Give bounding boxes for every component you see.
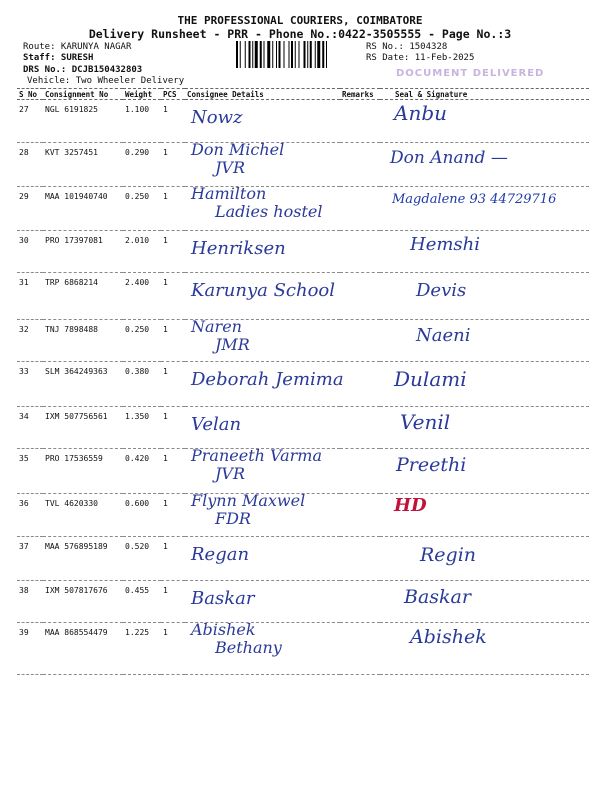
signature-handwritten: Anbu (394, 101, 448, 125)
cell-weight: 0.250 (123, 187, 161, 231)
col-consignment: Consignment No (43, 89, 123, 100)
cell-consignment-no: NGL 6191825 (43, 100, 123, 143)
route-label: Route: KARUNYA NAGAR (23, 42, 132, 52)
table-row (17, 449, 589, 494)
cell-consignee-details (185, 491, 340, 537)
cell-remarks (340, 320, 380, 362)
table-row (17, 623, 589, 675)
signature-handwritten: Abishek (410, 626, 487, 648)
cell-consignee-details (185, 231, 340, 273)
cell-pcs: 1 (161, 494, 185, 537)
cell-seal-signature (380, 231, 589, 273)
cell-weight: 1.100 (123, 100, 161, 143)
cell-sno: 28 (17, 143, 43, 187)
consignee-name-handwritten: Nowz (191, 107, 243, 128)
cell-consignee-details (185, 537, 340, 581)
consignee-name-handwritten: Don Michel (191, 140, 285, 159)
cell-sno: 33 (17, 362, 43, 407)
cell-remarks (340, 187, 380, 231)
table-row (17, 143, 589, 187)
cell-weight: 2.400 (123, 273, 161, 320)
consignee-name-handwritten: Karunya School (191, 280, 336, 301)
cell-pcs: 1 (161, 273, 185, 320)
cell-seal-signature (380, 623, 589, 675)
cell-sno: 36 (17, 494, 43, 537)
cell-sno: 39 (17, 623, 43, 675)
signature-handwritten: Don Anand — (390, 148, 508, 168)
cell-consignment-no: TVL 4620330 (43, 494, 123, 537)
signature-handwritten: Hemshi (410, 234, 481, 255)
cell-pcs: 1 (161, 187, 185, 231)
cell-consignment-no: TNJ 7898488 (43, 320, 123, 362)
cell-seal-signature (380, 187, 589, 231)
staff-label: Staff: SURESH (23, 53, 94, 63)
cell-consignment-no: IXM 507817676 (43, 581, 123, 623)
signature-handwritten: Magdalene 93 44729716 (392, 192, 557, 207)
consignee-name-handwritten: Baskar (191, 588, 255, 609)
table-row (17, 581, 589, 623)
cell-seal-signature (380, 581, 589, 623)
consignee-name-handwritten: Bethany (215, 638, 282, 657)
cell-sno: 35 (17, 449, 43, 494)
cell-pcs: 1 (161, 231, 185, 273)
consignee-name-handwritten: Praneeth Varma (191, 446, 322, 465)
cell-consignment-no: MAA 101940740 (43, 187, 123, 231)
col-signature: Seal & Signature (380, 89, 589, 100)
cell-sno: 27 (17, 100, 43, 143)
col-consignee: Consignee Details (185, 89, 340, 100)
consignee-name-handwritten: Abishek (191, 620, 256, 639)
cell-sno: 31 (17, 273, 43, 320)
consignee-name-handwritten: FDR (215, 509, 251, 528)
table-row (17, 231, 589, 273)
cell-seal-signature (380, 449, 589, 494)
table-row (17, 537, 589, 581)
table-row (17, 320, 589, 362)
cell-consignee-details (185, 407, 340, 449)
consignee-name-handwritten: Naren (191, 317, 242, 336)
cell-seal-signature (380, 362, 589, 407)
cell-consignee-details (185, 184, 340, 231)
consignee-name-handwritten: Flynn Maxwel (191, 491, 306, 510)
consignee-name-handwritten: JMR (215, 335, 250, 354)
cell-weight: 0.520 (123, 537, 161, 581)
consignee-name-handwritten: Regan (191, 544, 250, 565)
rs-date: RS Date: 11-Feb-2025 (366, 53, 475, 63)
vehicle-label: Vehicle: Two Wheeler Delivery (27, 76, 185, 86)
cell-pcs: 1 (161, 623, 185, 675)
cell-consignment-no: TRP 6868214 (43, 273, 123, 320)
consignee-name-handwritten: Velan (191, 414, 242, 435)
rs-number: RS No.: 1504328 (366, 42, 448, 52)
cell-sno: 29 (17, 187, 43, 231)
cell-sno: 34 (17, 407, 43, 449)
cell-remarks (340, 449, 380, 494)
cell-seal-signature (380, 320, 589, 362)
cell-remarks (340, 273, 380, 320)
cell-pcs: 1 (161, 449, 185, 494)
table-row (17, 100, 589, 143)
cell-consignee-details (185, 362, 344, 407)
signature-handwritten: Venil (400, 410, 451, 434)
cell-weight: 0.455 (123, 581, 161, 623)
table-row (17, 362, 589, 407)
cell-seal-signature (380, 537, 589, 581)
cell-consignee-details (185, 620, 340, 675)
signature-handwritten: HD (394, 495, 427, 516)
cell-weight: 1.225 (123, 623, 161, 675)
cell-remarks (340, 537, 380, 581)
consignee-name-handwritten: Deborah Jemima (191, 369, 344, 390)
col-remarks: Remarks (340, 89, 380, 100)
cell-weight: 0.250 (123, 320, 161, 362)
cell-consignee-details (185, 317, 340, 362)
cell-weight: 2.010 (123, 231, 161, 273)
cell-consignee-details (185, 100, 340, 143)
cell-sno: 30 (17, 231, 43, 273)
cell-consignment-no: SLM 364249363 (43, 362, 123, 407)
cell-pcs: 1 (161, 407, 185, 449)
cell-weight: 0.420 (123, 449, 161, 494)
cell-seal-signature (380, 100, 589, 143)
cell-pcs: 1 (161, 537, 185, 581)
table-row (17, 187, 589, 231)
cell-consignee-details (185, 581, 340, 623)
cell-consignee-details (185, 446, 340, 494)
cell-weight: 0.380 (123, 362, 161, 407)
cell-consignment-no: MAA 576895189 (43, 537, 123, 581)
cell-sno: 38 (17, 581, 43, 623)
cell-consignee-details (185, 273, 340, 320)
cell-pcs: 1 (161, 100, 185, 143)
table-row (17, 407, 589, 449)
cell-weight: 0.600 (123, 494, 161, 537)
cell-pcs: 1 (161, 581, 185, 623)
cell-consignment-no: PRO 17536559 (43, 449, 123, 494)
cell-sno: 37 (17, 537, 43, 581)
col-weight: Weight (123, 89, 161, 100)
cell-consignment-no: KVT 3257451 (43, 143, 123, 187)
cell-remarks (340, 100, 380, 143)
table-row (17, 273, 589, 320)
consignee-name-handwritten: Ladies hostel (215, 202, 323, 221)
cell-remarks (340, 362, 380, 407)
cell-seal-signature (380, 494, 589, 537)
cell-weight: 1.350 (123, 407, 161, 449)
consignee-name-handwritten: Hamilton (191, 184, 267, 203)
company-title: THE PROFESSIONAL COURIERS, COIMBATORE (177, 14, 423, 27)
drs-number: DRS No.: DCJB150432803 (23, 65, 143, 75)
cell-consignee-details (185, 140, 340, 187)
signature-handwritten: Devis (416, 280, 467, 301)
cell-pcs: 1 (161, 362, 185, 407)
signature-handwritten: Regin (420, 544, 477, 566)
consignee-name-handwritten: JVR (215, 158, 246, 177)
cell-remarks (340, 581, 380, 623)
col-pcs: PCS (161, 89, 185, 100)
cell-seal-signature (380, 407, 589, 449)
col-sno: S No (17, 89, 43, 100)
cell-pcs: 1 (161, 143, 185, 187)
delivered-stamp: DOCUMENT DELIVERED (396, 68, 545, 79)
cell-sno: 32 (17, 320, 43, 362)
table-header-row (17, 89, 589, 100)
signature-handwritten: Naeni (416, 325, 471, 346)
cell-consignment-no: MAA 868554479 (43, 623, 123, 675)
signature-handwritten: Dulami (394, 367, 467, 391)
cell-consignment-no: IXM 507756561 (43, 407, 123, 449)
signature-handwritten: Baskar (404, 586, 471, 608)
cell-remarks (340, 231, 380, 273)
cell-remarks (340, 623, 380, 675)
runsheet-table (17, 88, 589, 675)
consignee-name-handwritten: Henriksen (191, 238, 286, 259)
cell-consignment-no: PRO 17397081 (43, 231, 123, 273)
cell-remarks (340, 494, 380, 537)
runsheet-subtitle: Delivery Runsheet - PRR - Phone No.:0422-3505555 - Page No.:3 (88, 27, 512, 41)
barcode-image (236, 41, 356, 68)
signature-handwritten: Preethi (396, 454, 467, 476)
cell-remarks (340, 143, 380, 187)
consignee-name-handwritten: JVR (215, 464, 246, 483)
table-row (17, 494, 589, 537)
cell-seal-signature (380, 273, 589, 320)
cell-remarks (340, 407, 380, 449)
cell-seal-signature (380, 143, 589, 187)
cell-pcs: 1 (161, 320, 185, 362)
cell-weight: 0.290 (123, 143, 161, 187)
